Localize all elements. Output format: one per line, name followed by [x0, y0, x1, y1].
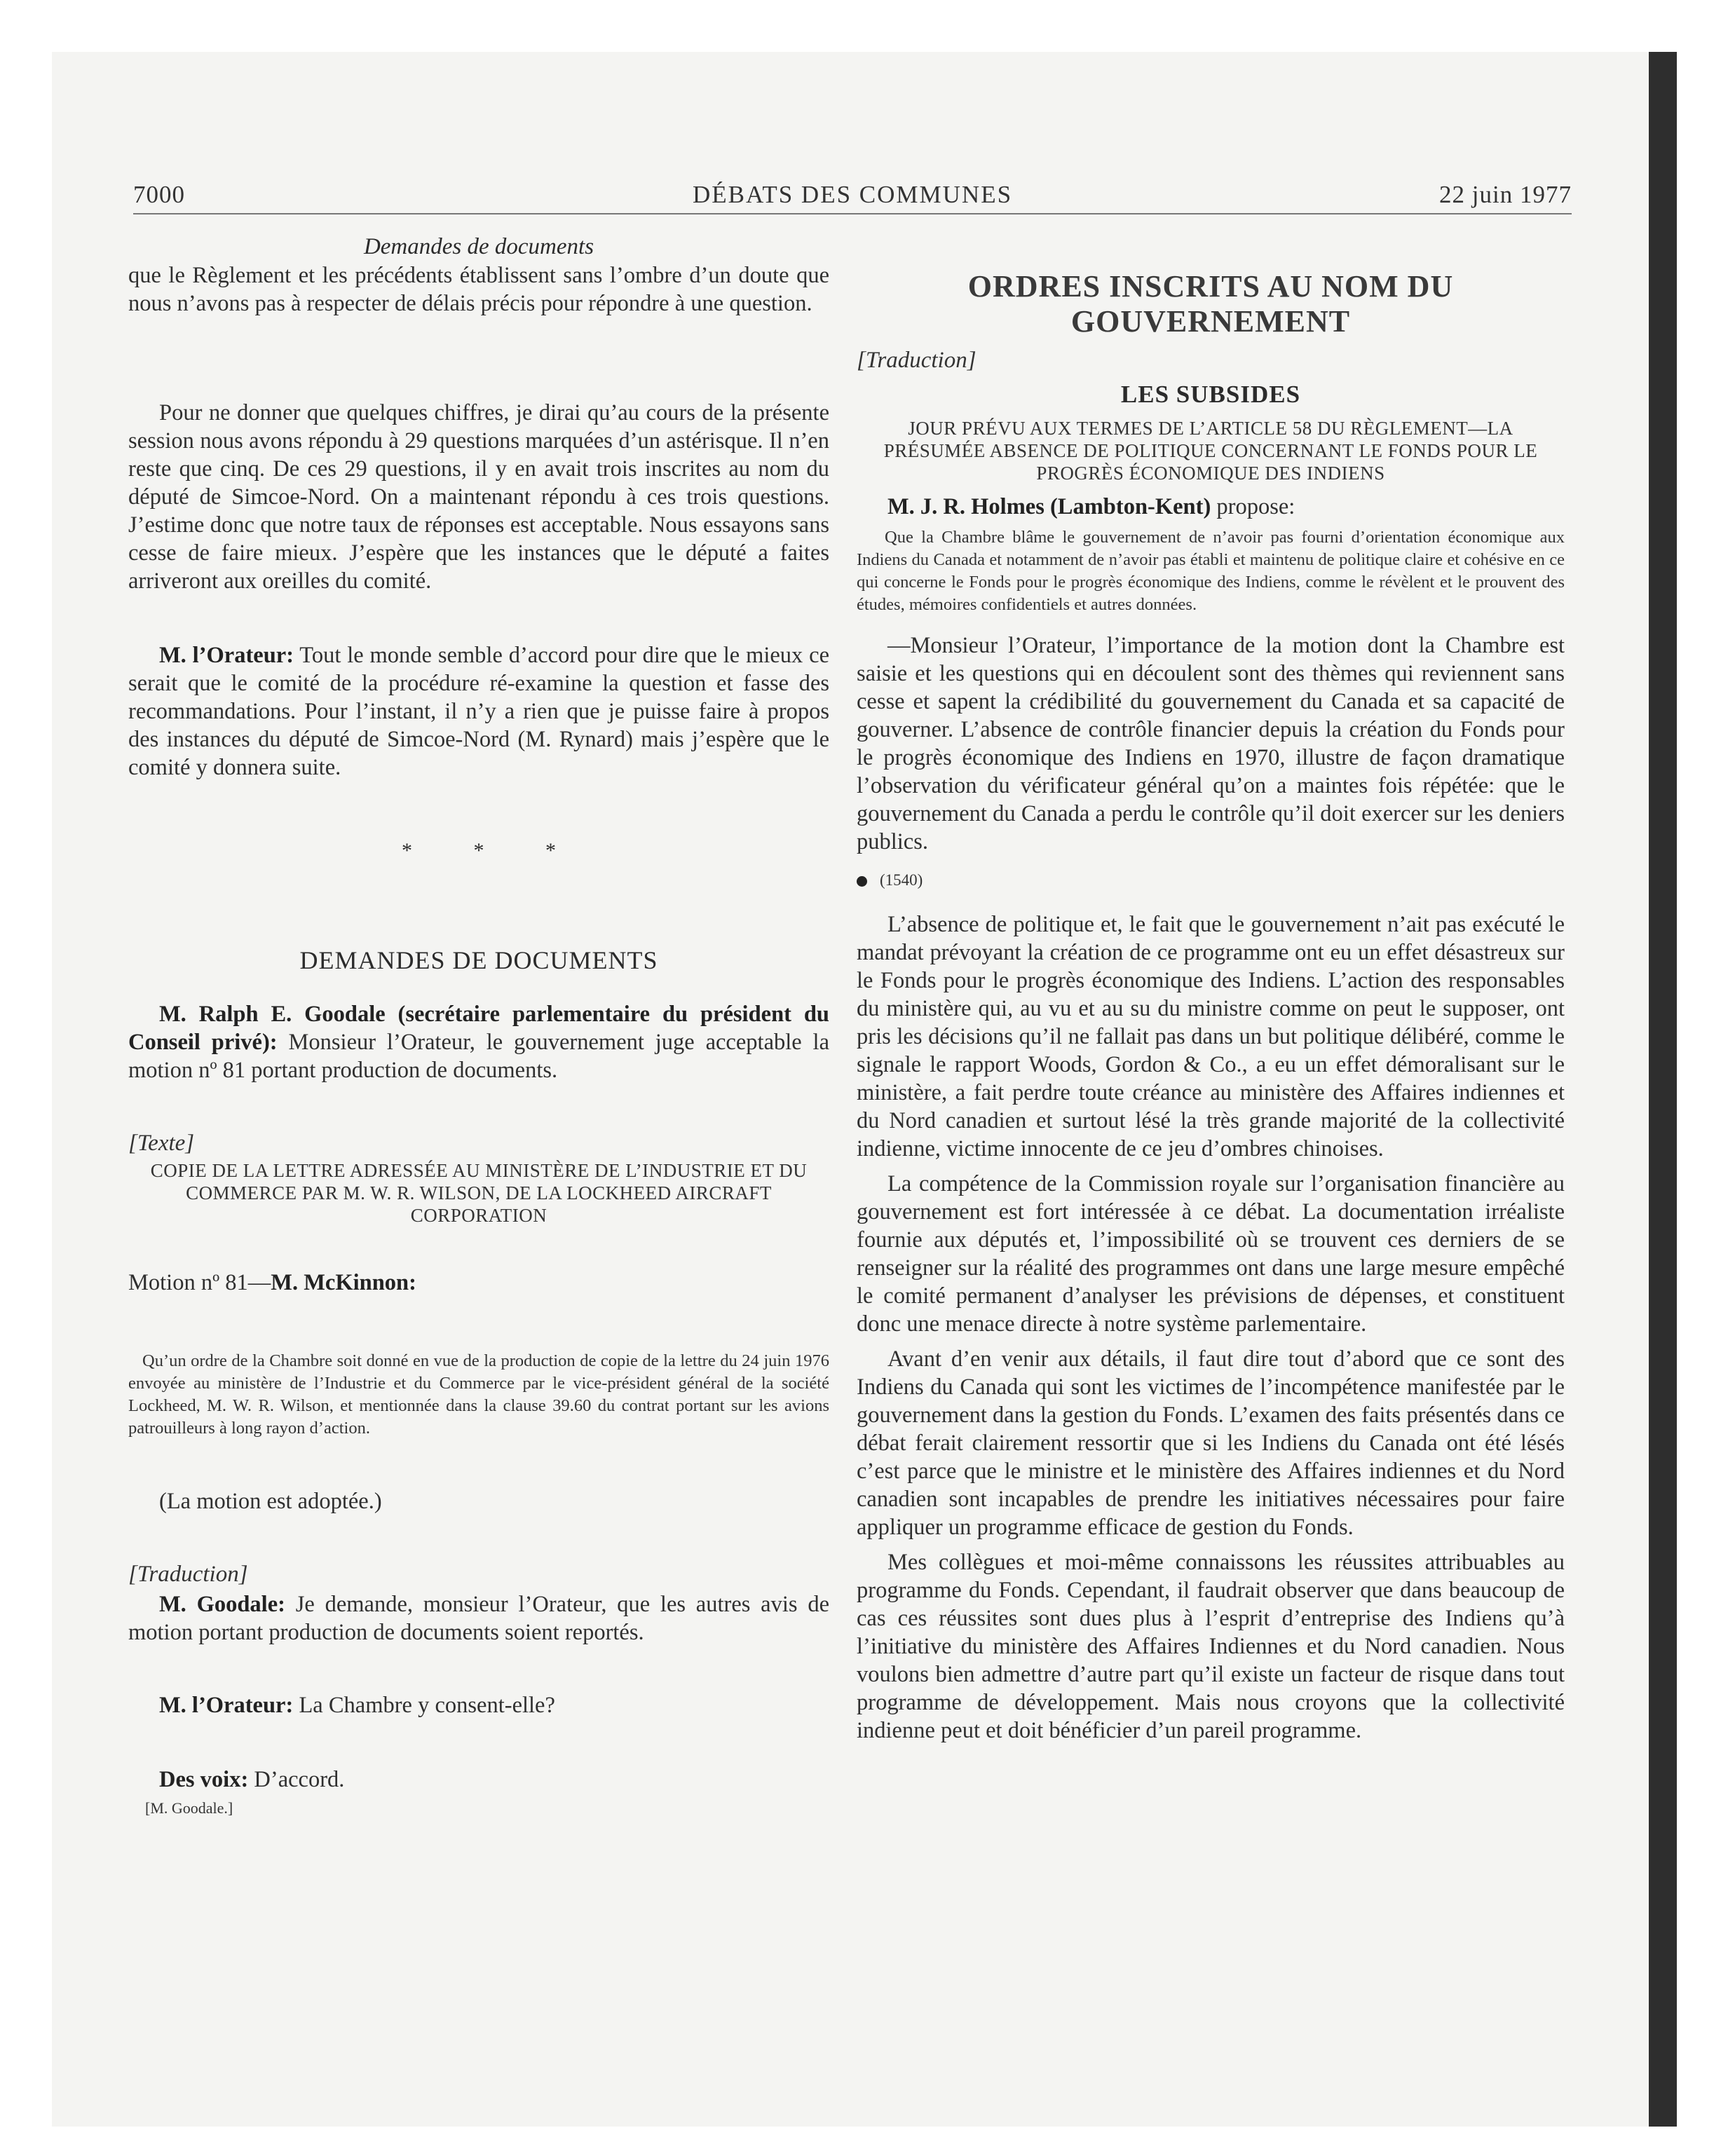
motion-adopted: (La motion est adoptée.) — [159, 1489, 382, 1514]
speaker-goodale: M. Goodale: — [159, 1592, 285, 1617]
footer-note: [M. Goodale.] — [145, 1799, 233, 1817]
proposer-line — [857, 493, 1565, 521]
right-paragraph-1: —Monsieur l’Orateur, l’importance de la motion dont la Chambre est saisie et les questions qui en découlent sont des thèmes qui reviennent sans cesse et sapent la crédibilité du gouvernement du Canada et sa capacité de gouverner. L’absence de contrôle financier depuis la création du Fonds pour le progrès économique des Indiens en 1970, illustre de façon dramatique l’observation du vérificateur général qu’on a maintes fois répétée: que le gouvernement du Canada a perdu le contrôle qu’il doit exercer sur les deniers publics. — [857, 633, 1565, 854]
speech-text: D’accord. — [248, 1767, 345, 1792]
motion-mover: M. McKinnon: — [271, 1270, 416, 1295]
page-date: 22 juin 1977 — [1439, 181, 1572, 208]
left-paragraph-7 — [128, 1766, 829, 1794]
traduction-label-right: [Traduction] — [857, 348, 977, 373]
speaker-voices: Des voix: — [159, 1767, 249, 1792]
bullet-dot-icon — [857, 876, 867, 887]
left-column — [128, 234, 829, 1817]
time-marker — [857, 871, 1565, 889]
main-heading-ordres: ORDRES INSCRITS AU NOM DU GOUVERNEMENT — [967, 269, 1454, 339]
proposer-name: M. J. R. Holmes (Lambton-Kent) — [887, 494, 1211, 519]
speaker-orateur: M. l’Orateur: — [159, 643, 294, 668]
page-header — [133, 181, 1572, 214]
time-marker-text: (1540) — [880, 871, 923, 889]
document-heading: COPIE DE LA LETTRE ADRESSÉE AU MINISTÈRE DE L’INDUSTRIE ET DU COMMERCE PAR M. W. R. WILSON, DE LA LOCKHEED AIRCRAFT CORPORATION — [150, 1160, 808, 1226]
motion-line — [128, 1269, 829, 1297]
speaker-orateur-2: M. l’Orateur: — [159, 1693, 294, 1718]
caps-heading-article-58: JOUR PRÉVU AUX TERMES DE L’ARTICLE 58 DU RÈGLEMENT—LA PRÉSUMÉE ABSENCE DE POLITIQUE CONCERNANT LE FONDS POUR LE PROGRÈS ÉCONOMIQUE DES INDIENS — [883, 418, 1538, 484]
section-separator-stars: * * * — [402, 839, 584, 862]
speaker-goodale-full: M. Ralph E. Goodale (secrétaire parlementaire du président du Conseil privé): — [128, 1002, 829, 1055]
right-paragraph-5: Mes collègues et moi-même connaissons les réussites attribuables au programme du Fonds. Cependant, il faudrait observer que dans beaucoup de cas ces réussites sont dues plus à l’esprit d’entreprise des Indiens qu’à l’initiative du ministère des Affaires Indiennes et du Nord canadien. Nous voulons bien admettre d’autre part qu’il existe un facteur de risque dans tout programme de développement. Mais nous croyons que la collectivité indienne peut et doit bénéficier d’un pareil programme. — [857, 1550, 1565, 1743]
running-head: Demandes de documents — [363, 234, 594, 259]
right-motion-text: Que la Chambre blâme le gouvernement de n’avoir pas fourni d’orientation économique aux Indiens du Canada et notamment de n’avoir pas établi et maintenu de politique claire et cohésive en ce qui concerne le Fonds pour le progrès économique des Indiens, comme le révèlent et le prouvent des études, mémoires confidentiels et autres données. — [857, 528, 1565, 614]
motion-text: Qu’un ordre de la Chambre soit donné en vue de la production de copie de la lettre du 24 juin 1976 envoyée au ministère de l’Industrie et du Commerce par le vice-président général de la société Lockheed, M. W. R. Wilson, et mentionnée dans la clause 39.60 du contrat portant sur les avions patrouilleurs à long rayon d’action. — [128, 1351, 829, 1438]
right-paragraph-2: L’absence de politique et, le fait que le gouvernement n’ait pas exécuté le mandat prévoyant la création de ce programme ont eu un effet désastreux sur le Fonds pour le progrès économique des Indiens. L’action des responsables du ministère qui, au vu et au su du ministre comme on peut le supposer, ont pris les décisions qu’il ne fallait pas dans un but politique délibéré, comme le signale le rapport Woods, Gordon & Co., a eu un effet démoralisant sur le ministère, a fait perdre toute créance au ministère des Affaires indiennes et du Nord canadien et surtout lésé la très grande majorité de la collectivité indienne, victime innocente de ce jeu d’ombres chinoises. — [857, 912, 1565, 1161]
sub-heading-subsides: LES SUBSIDES — [1120, 381, 1301, 408]
texte-label: [Texte] — [128, 1131, 195, 1156]
right-column — [857, 269, 1565, 1745]
left-paragraph-2: Pour ne donner que quelques chiffres, je dirai qu’au cours de la présente session nous avons répondu à 29 questions marquées d’un astérisque. Il n’en reste que cinq. De ces 29 questions, il y en avait trois inscrites au nom du député de Simcoe-Nord. On a maintenant répondu à ces trois questions. J’estime donc que notre taux de réponses est acceptable. Nous essayons sans cesse de faire mieux. J’espère que les instances que le député a faites arriveront aux oreilles du comité. — [128, 400, 829, 594]
speech-text: La Chambre y consent-elle? — [293, 1693, 555, 1718]
journal-title: DÉBATS DES COMMUNES — [692, 181, 1013, 208]
left-paragraph-5 — [128, 1590, 829, 1646]
left-paragraph-6 — [128, 1691, 829, 1719]
left-paragraph-4 — [128, 1000, 829, 1084]
left-paragraph-3 — [128, 641, 829, 782]
scan-edge-bar — [1649, 52, 1677, 2127]
motion-prefix: Motion nº 81— — [128, 1270, 271, 1295]
header-rule — [133, 213, 1572, 214]
right-paragraph-3: La compétence de la Commission royale sur l’organisation financière au gouvernement est fort intéressée à ce débat. La documentation irréaliste fournie aux députés et, l’impossibilité où se trouvent ces derniers de se renseigner sur la réalité des programmes ont dans une large mesure empêché le comité permanent d’analyser les prévisions de dépenses, et constituent donc une menace directe à notre système parlementaire. — [857, 1171, 1565, 1337]
section-heading-demandes: DEMANDES DE DOCUMENTS — [299, 946, 658, 974]
right-paragraph-4: Avant d’en venir aux détails, il faut dire tout d’abord que ce sont des Indiens du Canada qui sont les victimes de l’incompétence manifestée par le gouvernement dans la gestion du Fonds. L’examen des faits présentés dans ce débat ferait clairement ressortir que si les Indiens du Canada ont été lésés c’est parce que le ministre et le ministère des Affaires indiennes et du Nord canadien sont incapables de prendre les initiatives nécessaires pour faire appliquer un programme efficace de gestion du Fonds. — [857, 1346, 1565, 1540]
speech-text: Je demande, monsieur l’Orateur, que les autres avis de motion portant production de documents soient reportés. — [128, 1592, 829, 1645]
speech-text: Monsieur l’Orateur, le gouvernement juge acceptable la motion nº 81 portant production de documents. — [128, 1030, 830, 1083]
left-paragraph-1: que le Règlement et les précédents établissent sans l’ombre d’un doute que nous n’avons pas à respecter de délais précis pour répondre à une question. — [128, 263, 829, 316]
traduction-label-left: [Traduction] — [128, 1562, 248, 1587]
speech-text: Tout le monde semble d’accord pour dire que le mieux ce serait que le comité de la procédure ré-examine la question et fasse des recommandations. Pour l’instant, il n’y a rien que je puisse faire à propos des instances du député de Simcoe-Nord (M. Rynard) mais j’espère que le comité y donnera suite. — [128, 643, 829, 780]
proposer-verb: propose: — [1211, 494, 1295, 519]
page-number: 7000 — [133, 181, 185, 208]
